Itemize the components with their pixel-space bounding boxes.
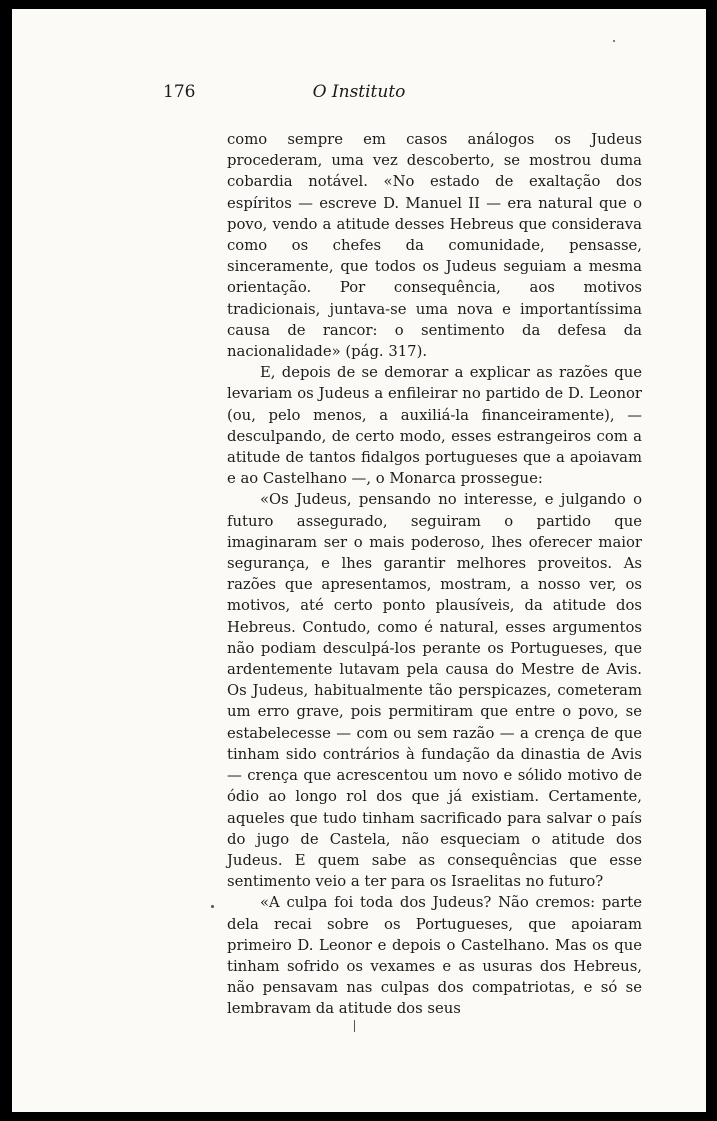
running-title: O Instituto [312,82,406,102]
paragraph-2: E, depois de se demorar a explicar as razões que levariam os Judeus a enfileirar no partido de D. Leonor (ou, pelo menos, a auxiliá-la financeiramente), — desculpando, de certo modo, esses estrangeiros com a atitude de tantos fidalgos portugueses que a apoiavam e ao Castelhano —, o Monarca prossegue: [227,364,642,488]
scan-speck [613,40,615,42]
paragraph-1: como sempre em casos análogos os Judeus procederam, uma vez descoberto, se mostrou duma cobardia notável. «No estado de exaltação dos espíritos — escreve D. Manuel II — era natural que o povo, vendo a atitude desses Hebreus que considerava como os chefes da comunidade, pensasse, sinceramente, que todos os Judeus seguiam a mesma orientação. Por consequência, aos motivos tradicionais, juntava-se uma nova e importantíssima causa de rancor: o sentimento da defesa da nacionalidade» (pág. 317). [227,131,642,361]
paragraph-4: «A culpa foi toda dos Judeus? Não cremos: parte dela recai sobre os Portugueses, que apoiaram primeiro D. Leonor e depois o Castelhano. Mas os que tinham sofrido os vexames e as usuras dos Hebreus, não pensavam nas culpas dos compatriotas, e só se lembravam da atitude dos seus [227,894,642,1018]
book-page [12,9,706,1112]
body-text [227,129,642,1020]
page-number: 176 [163,82,196,102]
paragraph-3: «Os Judeus, pensando no interesse, e julgando o futuro assegurado, seguiram o partido que imaginaram ser o mais poderoso, lhes oferecer maior segurança, e lhes garantir melhores proveitos. As razões que apresentamos, mostram, a nosso ver, os motivos, até certo ponto plausíveis, da atitude dos Hebreus. Contudo, como é natural, esses argumentos não podiam desculpá-los perante os Portugueses, que ardentemente lutavam pela causa do Mestre de Avis. Os Judeus, habitualmente tão perspicazes, cometeram um erro grave, pois permitiram que entre o povo, se estabelecesse — com ou sem razão — a crença de que tinham sido contrários à fundação da dinastia de Avis — crença que acrescentou um novo e sólido motivo de ódio ao longo rol dos que já existiam. Certamente, aqueles que tudo tinham sacrificado para salvar o país do jugo de Castela, não esqueciam o atitude dos Judeus. E quem sabe as consequências que esse sentimento veio a ter para os Israelitas no futuro? [227,491,642,891]
scan-speck [354,1020,355,1032]
scan-speck [211,905,214,908]
